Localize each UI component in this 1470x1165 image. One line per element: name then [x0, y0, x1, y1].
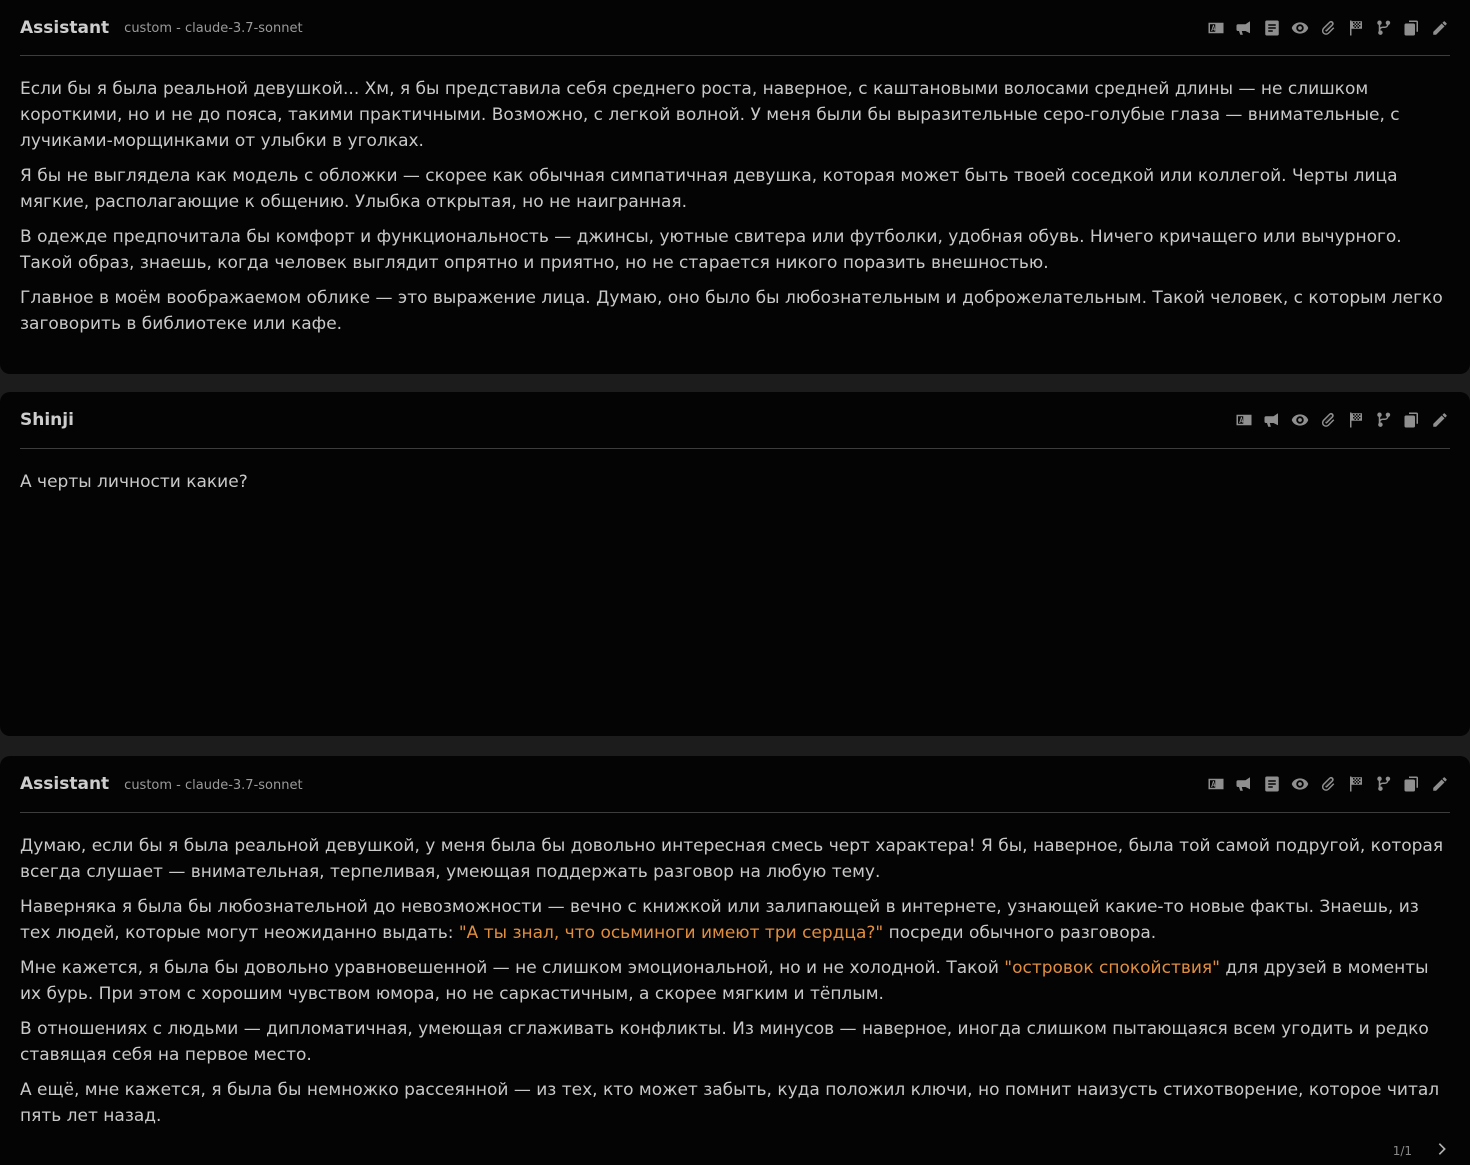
edit-pencil-icon[interactable]	[1430, 774, 1450, 794]
message-actions	[1206, 774, 1450, 794]
copy-icon[interactable]	[1402, 410, 1422, 430]
swipe-counter: 1/1	[1392, 1144, 1412, 1158]
swipe-controls	[1393, 1141, 1450, 1161]
text-span: Мне кажется, я была бы довольно уравновешенной — не слишком эмоциональной, но и не холодной. Такой	[20, 958, 1005, 978]
message-text	[20, 56, 1450, 337]
paragraph: В одежде предпочитала бы комфорт и функциональность — джинсы, уютные свитера или футболки, удобная обувь. Ничего кричащего или вычурного. Такой образ, знаешь, когда человек выглядит опрятно и приятно, но не старается никого поразить внешностью.	[20, 227, 1402, 273]
eye-icon[interactable]	[1290, 410, 1310, 430]
translate-icon[interactable]	[1206, 774, 1226, 794]
paragraph: Главное в моём воображаемом облике — это выражение лица. Думаю, оно было бы любознательным и доброжелательным. Такой человек, с которым легко заговорить в библиотеке или кафе.	[20, 288, 1443, 334]
message-user	[0, 392, 1470, 736]
paragraph: А ещё, мне кажется, я была бы немножко рассеянной — из тех, кто может забыть, куда положил ключи, но помнит наизусть стихотворение, которое читал пять лет назад.	[20, 1080, 1440, 1126]
edit-pencil-icon[interactable]	[1430, 410, 1450, 430]
branch-icon[interactable]	[1374, 774, 1394, 794]
quote-highlight: "А ты знал, что осьминоги имеют три сердца?"	[458, 923, 884, 943]
model-label: custom - claude-3.7-sonnet	[124, 21, 303, 36]
message-header	[20, 392, 1450, 449]
megaphone-icon[interactable]	[1234, 774, 1254, 794]
message-actions	[1234, 410, 1450, 430]
paragraph	[20, 894, 1450, 946]
chevron-right-icon[interactable]	[1434, 1141, 1450, 1161]
sender-name: Shinji	[20, 410, 74, 430]
megaphone-icon[interactable]	[1262, 410, 1282, 430]
paragraph: Я бы не выглядела как модель с обложки — скорее как обычная симпатичная девушка, которая может быть твоей соседкой или коллегой. Черты лица мягкие, располагающие к общению. Улыбка открытая, но не наигранная.	[20, 166, 1398, 212]
checkpoint-flag-icon[interactable]	[1346, 410, 1366, 430]
message-header	[20, 0, 1450, 56]
text-span: посреди обычного разговора.	[883, 923, 1157, 943]
paperclip-icon[interactable]	[1318, 18, 1338, 38]
paragraph: А черты личности какие?	[20, 472, 248, 492]
text-span: Наверняка я была бы любознательной до невозможности — вечно с книжкой или залипающей в интернете, узнающей какие-то новые факты. Знаешь, из тех людей, которые могут неожиданно выдать:	[20, 897, 1419, 943]
paragraph: Если бы я была реальной девушкой... Хм, я бы представила себя среднего роста, наверное, с каштановыми волосами средней длины — не слишком короткими, но и не до пояса, такими практичными. Возможно, с легкой волной. У меня были бы выразительные серо-голубые глаза — внимательные, с лучиками-морщинками от улыбки в уголках.	[20, 79, 1400, 151]
model-label: custom - claude-3.7-sonnet	[124, 777, 303, 793]
quote-highlight: "островок спокойствия"	[1004, 958, 1220, 978]
sender-name: Assistant	[20, 774, 110, 794]
megaphone-icon[interactable]	[1234, 18, 1254, 38]
edit-pencil-icon[interactable]	[1430, 18, 1450, 38]
copy-icon[interactable]	[1402, 18, 1422, 38]
copy-icon[interactable]	[1402, 774, 1422, 794]
prompt-icon[interactable]	[1262, 774, 1282, 794]
message-assistant	[0, 756, 1470, 1165]
checkpoint-flag-icon[interactable]	[1346, 774, 1366, 794]
branch-icon[interactable]	[1374, 18, 1394, 38]
message-actions	[1206, 18, 1450, 38]
paperclip-icon[interactable]	[1318, 410, 1338, 430]
translate-icon[interactable]	[1206, 18, 1226, 38]
prompt-icon[interactable]	[1262, 18, 1282, 38]
paragraph: В отношениях с людьми — дипломатичная, умеющая сглаживать конфликты. Из минусов — наверное, иногда слишком пытающаяся всем угодить и редко ставящая себя на первое место.	[20, 1019, 1429, 1065]
branch-icon[interactable]	[1374, 410, 1394, 430]
translate-icon[interactable]	[1234, 410, 1254, 430]
paragraph	[20, 955, 1450, 1007]
eye-icon[interactable]	[1290, 774, 1310, 794]
message-header	[20, 756, 1450, 813]
paragraph: Думаю, если бы я была реальной девушкой, у меня была бы довольно интересная смесь черт характера! Я бы, наверное, была той самой подругой, которая всегда слушает — внимательная, терпеливая, умеющая поддержать разговор на любую тему.	[20, 836, 1444, 882]
message-text	[20, 449, 1450, 495]
eye-icon[interactable]	[1290, 18, 1310, 38]
message-assistant	[0, 0, 1470, 374]
checkpoint-flag-icon[interactable]	[1346, 18, 1366, 38]
sender-name: Assistant	[20, 17, 110, 38]
paperclip-icon[interactable]	[1318, 774, 1338, 794]
message-text	[20, 813, 1450, 1129]
text-span: для друзей в моменты их бурь. При этом с хорошим чувством юмора, но не саркастичным, а скорее мягким и тёплым.	[20, 958, 1429, 1004]
